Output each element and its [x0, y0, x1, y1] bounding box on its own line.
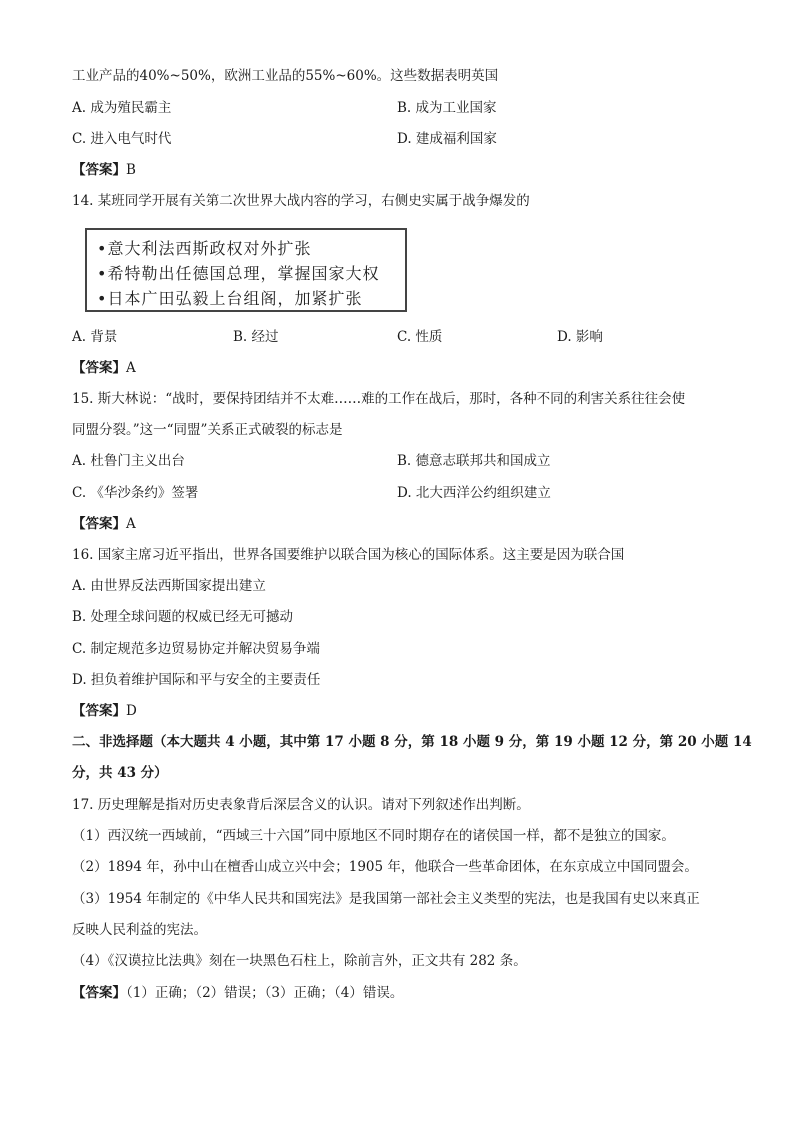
q14-stem: 14. 某班同学开展有关第二次世界大战内容的学习，右侧史实属于战争爆发的 [72, 193, 530, 209]
section-heading-line2: 分，共 43 分） [72, 765, 168, 781]
fact-item: •意大利法西斯政权对外扩张 [97, 239, 312, 258]
answer-label: 【答案】 [72, 516, 126, 532]
q15-stem-line1: 15. 斯大林说：“战时，要保持团结并不太难……难的工作在战后，那时，各种不同的利害关系往往会使 [72, 391, 686, 407]
q13-answer [72, 160, 136, 180]
q17-statement-1: （1）西汉统一西域前，“西域三十六国”同中原地区不同时期存在的诸侯国一样，都不是独立的国家。 [72, 828, 675, 844]
q14-option-b: B. 经过 [233, 329, 279, 345]
q16-stem: 16. 国家主席习近平指出，世界各国要维护以联合国为核心的国际体系。这主要是因为联合国 [72, 547, 625, 563]
fact-item: •日本广田弘毅上台组阁，加紧扩张 [97, 289, 363, 308]
q17-statement-4: （4）《汉谟拉比法典》刻在一块黑色石柱上，除前言外，正文共有 282 条。 [72, 953, 527, 969]
answer-value: A [126, 516, 136, 532]
answer-value: B [126, 162, 136, 178]
answer-label: 【答案】 [72, 360, 126, 376]
answer-value: （1）正确；（2）错误；（3）正确；（4）错误。 [126, 985, 404, 1001]
q13-option-d: D. 建成福利国家 [397, 131, 497, 147]
q14-option-d: D. 影响 [557, 329, 603, 345]
q16-option-d: D. 担负着维护国际和平与安全的主要责任 [72, 672, 321, 688]
q17-stem: 17. 历史理解是指对历史表象背后深层含义的认识。请对下列叙述作出判断。 [72, 797, 530, 813]
q17-statement-3-line2: 反映人民利益的宪法。 [72, 922, 207, 938]
q15-option-a: A. 杜鲁门主义出台 [72, 453, 185, 469]
answer-label: 【答案】 [72, 703, 126, 719]
q15-answer [72, 514, 136, 534]
answer-label: 【答案】 [72, 985, 126, 1001]
q17-statement-3-line1: （3）1954 年制定的《中华人民共和国宪法》是我国第一部社会主义类型的宪法，也是我国有史以来真正 [72, 891, 700, 907]
answer-value: A [126, 360, 136, 376]
q15-option-c: C. 《华沙条约》签署 [72, 485, 199, 501]
q16-answer [72, 701, 137, 721]
q16-option-a: A. 由世界反法西斯国家提出建立 [72, 578, 266, 594]
q17-statement-2: （2）1894 年，孙中山在檀香山成立兴中会；1905 年，他联合一些革命团体，在东京成立中国同盟会。 [72, 859, 698, 875]
q16-option-c: C. 制定规范多边贸易协定并解决贸易争端 [72, 641, 320, 657]
q17-answer [72, 983, 403, 1003]
q13-option-c: C. 进入电气时代 [72, 131, 172, 147]
q15-option-d: D. 北大西洋公约组织建立 [397, 485, 551, 501]
q15-stem-line2: 同盟分裂。”这一“同盟”关系正式破裂的标志是 [72, 422, 343, 438]
q14-facts-box [85, 228, 407, 312]
q14-option-a: A. 背景 [72, 329, 118, 345]
answer-label: 【答案】 [72, 162, 126, 178]
q16-option-b: B. 处理全球问题的权威已经无可撼动 [72, 609, 294, 625]
q14-answer [72, 358, 136, 378]
section-heading-line1: 二、非选择题（本大题共 4 小题，其中第 17 小题 8 分，第 18 小题 9 分，第 19 小题 12 分，第 20 小题 14 [72, 734, 752, 750]
q13-option-b: B. 成为工业国家 [397, 100, 497, 116]
q15-option-b: B. 德意志联邦共和国成立 [397, 453, 551, 469]
q13-stem-continuation: 工业产品的40%~50%，欧洲工业品的55%~60%。这些数据表明英国 [72, 68, 499, 84]
q13-option-a: A. 成为殖民霸主 [72, 100, 172, 116]
answer-value: D [126, 703, 137, 719]
fact-item: •希特勒出任德国总理，掌握国家大权 [97, 264, 380, 283]
q14-option-c: C. 性质 [397, 329, 443, 345]
